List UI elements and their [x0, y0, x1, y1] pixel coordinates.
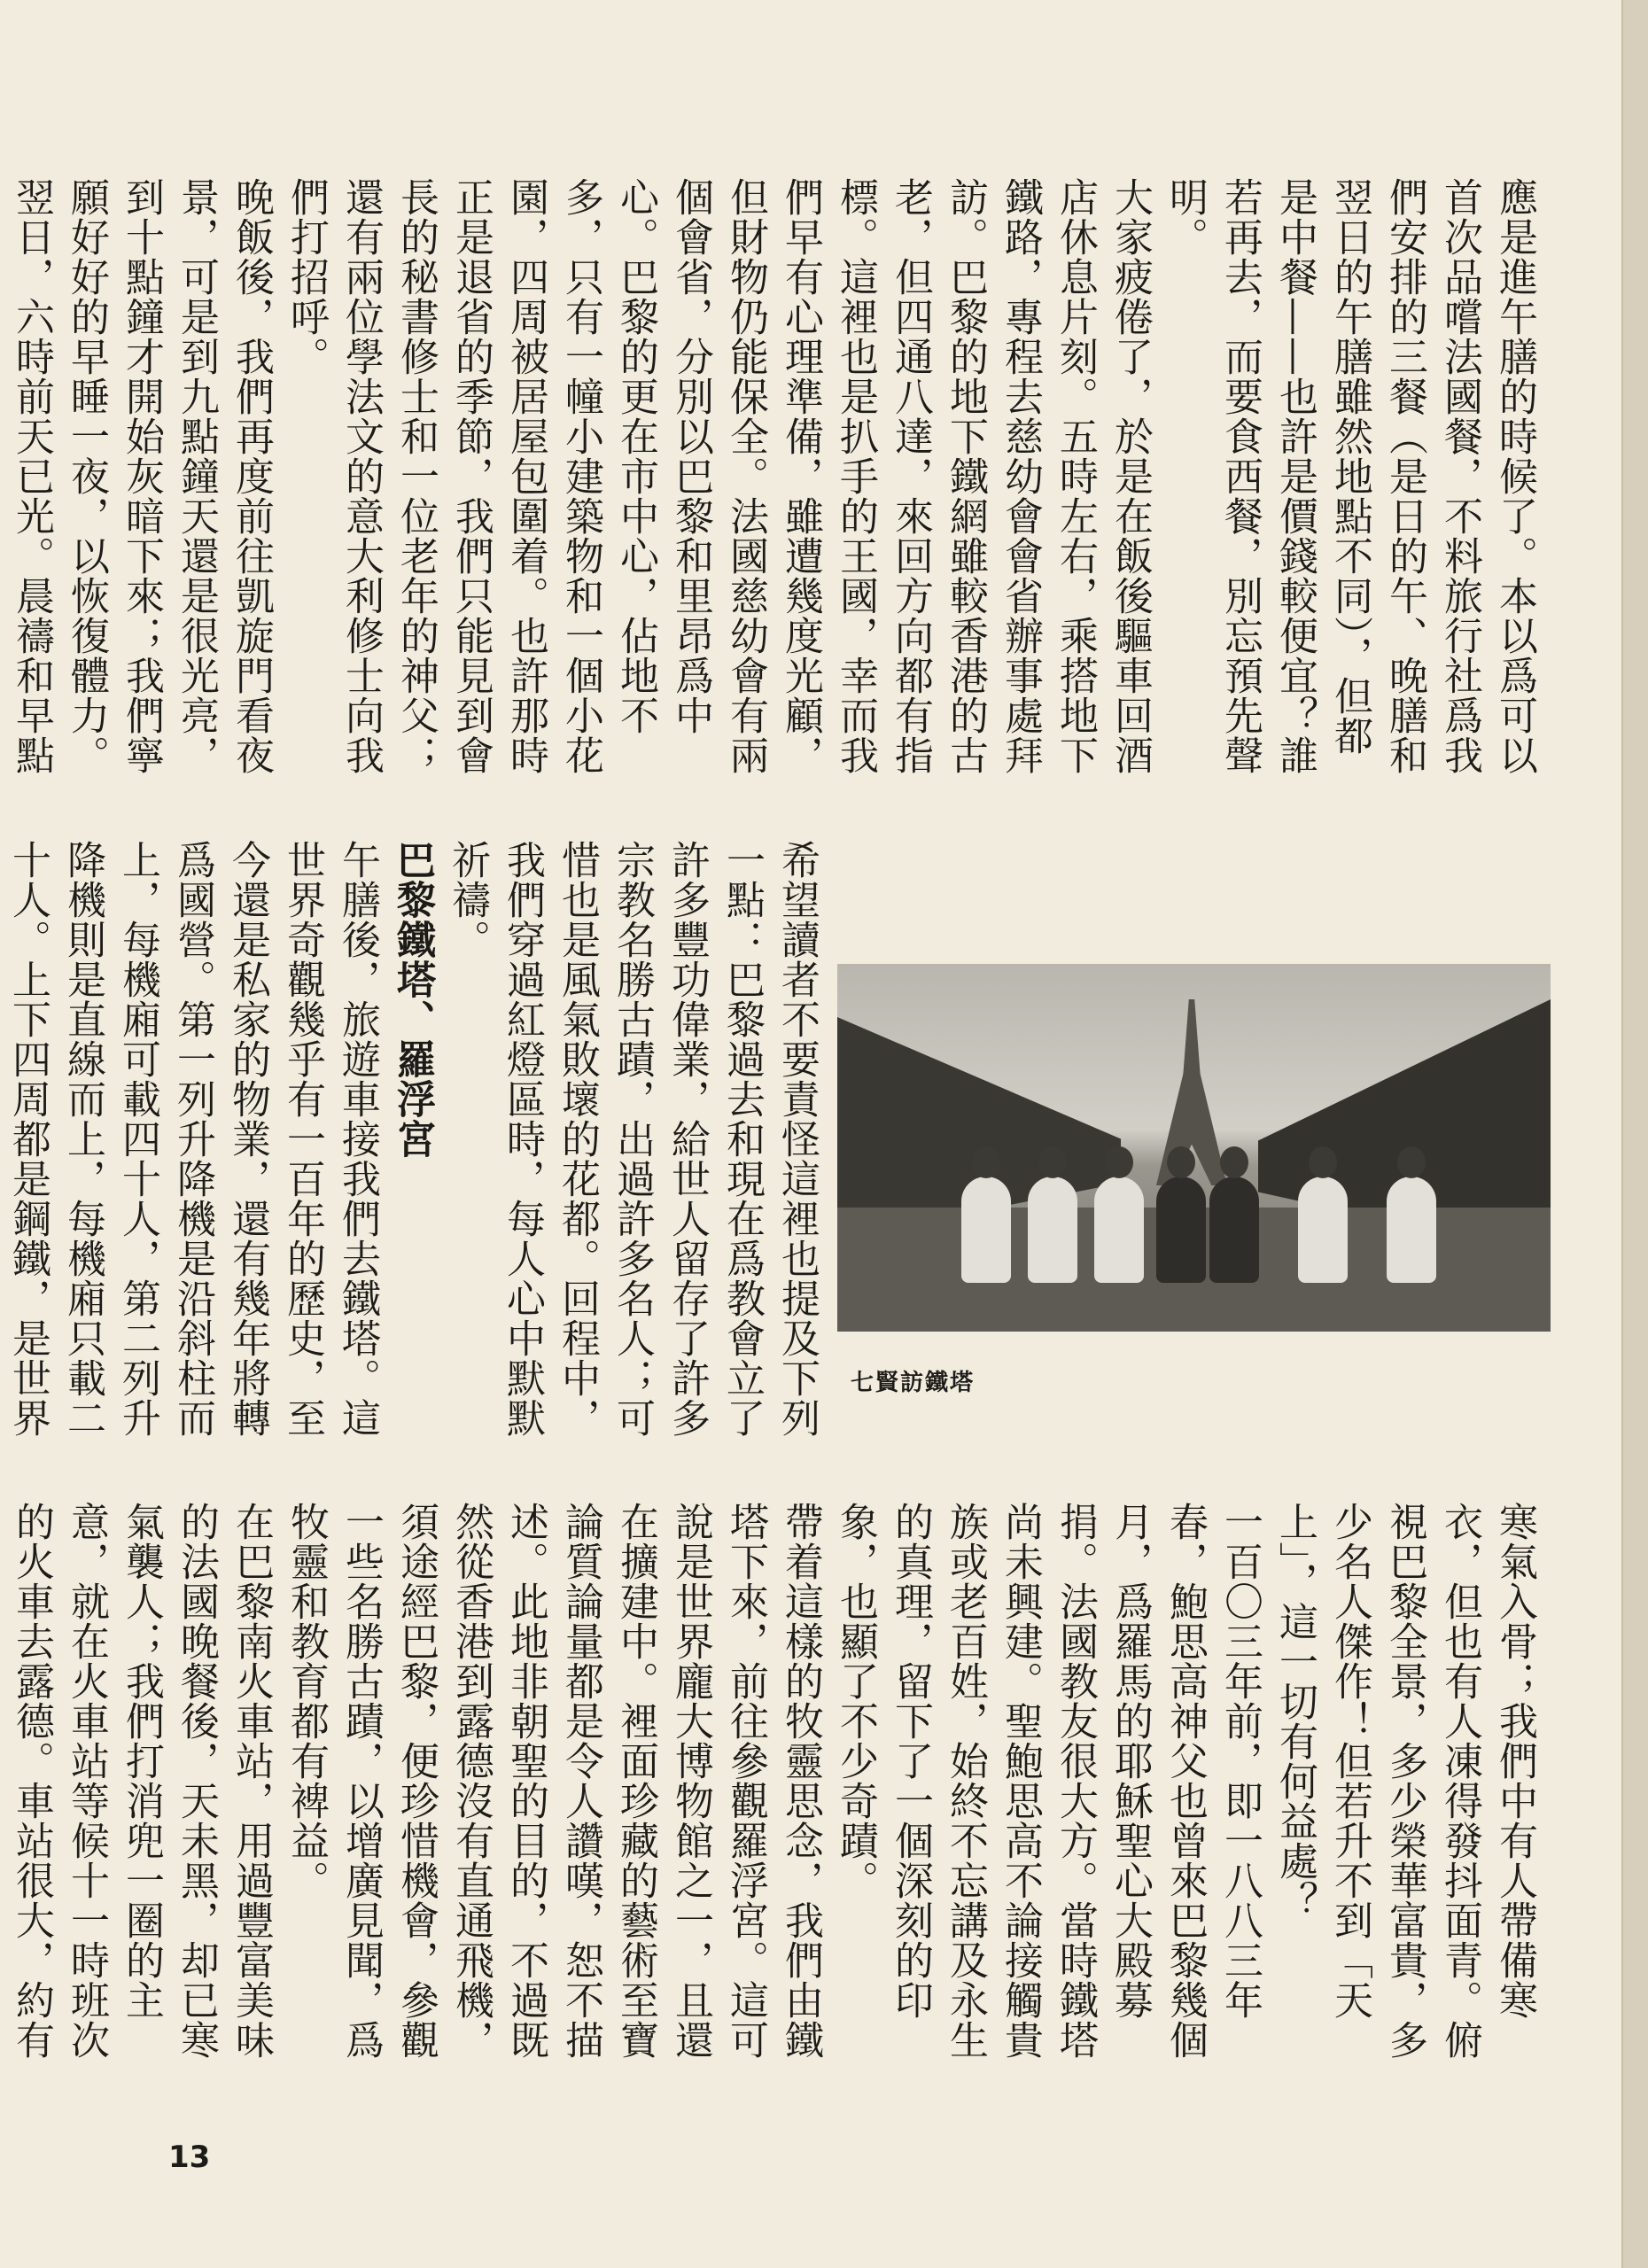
person-figure [1387, 1177, 1436, 1283]
person-figure [1156, 1177, 1206, 1283]
paragraph: 希望讀者不要責怪這裡也提及下列一點：巴黎過去和現在爲教會立了許多豐功偉業，給世人留存了許多宗教名勝古蹟，出過許多名人；可惜也是風氣敗壞的花都。回程中，我們穿過紅燈區時，每人心中默默祈禱。 [445, 840, 820, 1438]
paragraph: 晚飯後，我們再度前往凱旋門看夜景，可是到九點鐘天還是很光亮，到十點鐘才開始灰暗下來；我們寧願好好的早睡一夜，以恢復體力。 [64, 177, 274, 775]
person-figure [961, 1177, 1011, 1283]
paragraph: 翌日，六時前天已光。晨禱和早點 [9, 177, 54, 775]
page-binding-edge [1621, 0, 1648, 2268]
paragraph: 應是進午膳的時候了。本以爲可以首次品嚐法國餐，不料旅行社爲我們安排的三餐（是日的午、晚膳和翌日的午膳雖然地點不同），但都是中餐——也許是價錢較便宜？誰若再去，而要食西餐，別忘預先聲明。 [1162, 177, 1537, 775]
person-figure [1094, 1177, 1144, 1283]
person-figure [1028, 1177, 1077, 1283]
person-figure [1209, 1177, 1259, 1283]
page-number: 13 [168, 2140, 211, 2175]
section-heading: 巴黎鐵塔、羅浮宮 [390, 840, 435, 1159]
paragraph: 大家疲倦了，於是在飯後驅車回酒店休息片刻。五時左右，乘搭地下鐵路，專程去慈幼會會省辦事處拜訪。巴黎的地下鐵網雖較香港的古老，但四通八達，來回方向都有指標。這裡也是扒手的王國，幸而我們早有心理準備，雖遭幾度光顧，但財物仍能保全。法國慈幼會有兩個會省，分別以巴黎和里昂爲中心。巴黎的更在市中心，佔地不多，只有一幢小建築物和一個小花園，四周被居屋包圍着。也許那時正是退省的季節，我們只能見到會長的秘書修士和一位老年的神父；還有兩位學法文的意大利修士向我們打招呼。 [284, 177, 1153, 775]
person-figure [1298, 1177, 1348, 1283]
paragraph: 帶着這樣的牧靈思念，我們由鐵塔下來，前往參觀羅浮宮。這可說是世界龐大博物館之一，且還在擴建中。裡面珍藏的藝術至寶論質論量都是令人讚嘆，恕不描述。此地非朝聖的目的，不過既然從香港到露德沒有直通飛機，須途經巴黎，便珍惜機會，參觀一些名勝古蹟，以增廣見聞，爲牧靈和教育都有裨益。 [284, 1502, 823, 2060]
paragraph: 寒氣入骨；我們中有人帶備寒衣，但也有人凍得發抖面青。俯視巴黎全景，多少榮華富貴，多少名人傑作！但若升不到「天上」，這一切有何益處？ [1272, 1502, 1537, 2060]
article-middle-section [5, 840, 824, 1451]
article-lower-section [9, 1502, 1542, 2086]
paragraph: 在巴黎南火車站，用過豐富美味的法國晚餐後，天未黑，却已寒氣襲人；我們打消兜一圈的主意，就在火車站等候十一時班次的火車去露德。車站很大，約有 [9, 1502, 274, 2060]
paragraph: 一百〇三年前，即一八八三年春，鮑思高神父也曾來巴黎幾個月，爲羅馬的耶穌聖心大殿募捐。法國教友很大方。當時鐵塔尚未興建。聖鮑思高不論接觸貴族或老百姓，始終不忘講及永生的真理，留下了一個深刻的印象，也顯了不少奇蹟。 [833, 1502, 1263, 2060]
article-upper-section [9, 177, 1542, 788]
photo-caption: 七賢訪鐵塔 [851, 1370, 976, 1396]
paragraph: 午膳後，旅遊車接我們去鐵塔。這世界奇觀幾乎有一百年的歷史，至今還是私家的物業，還有幾年將轉爲國營。第一列升降機是沿斜柱而上，每機廂可載四十人，第二列升降機則是直線而上，每機廂只載二十人。上下四周都是鋼鐵，是世界 [5, 840, 380, 1438]
eiffel-tower-photo [837, 964, 1551, 1332]
